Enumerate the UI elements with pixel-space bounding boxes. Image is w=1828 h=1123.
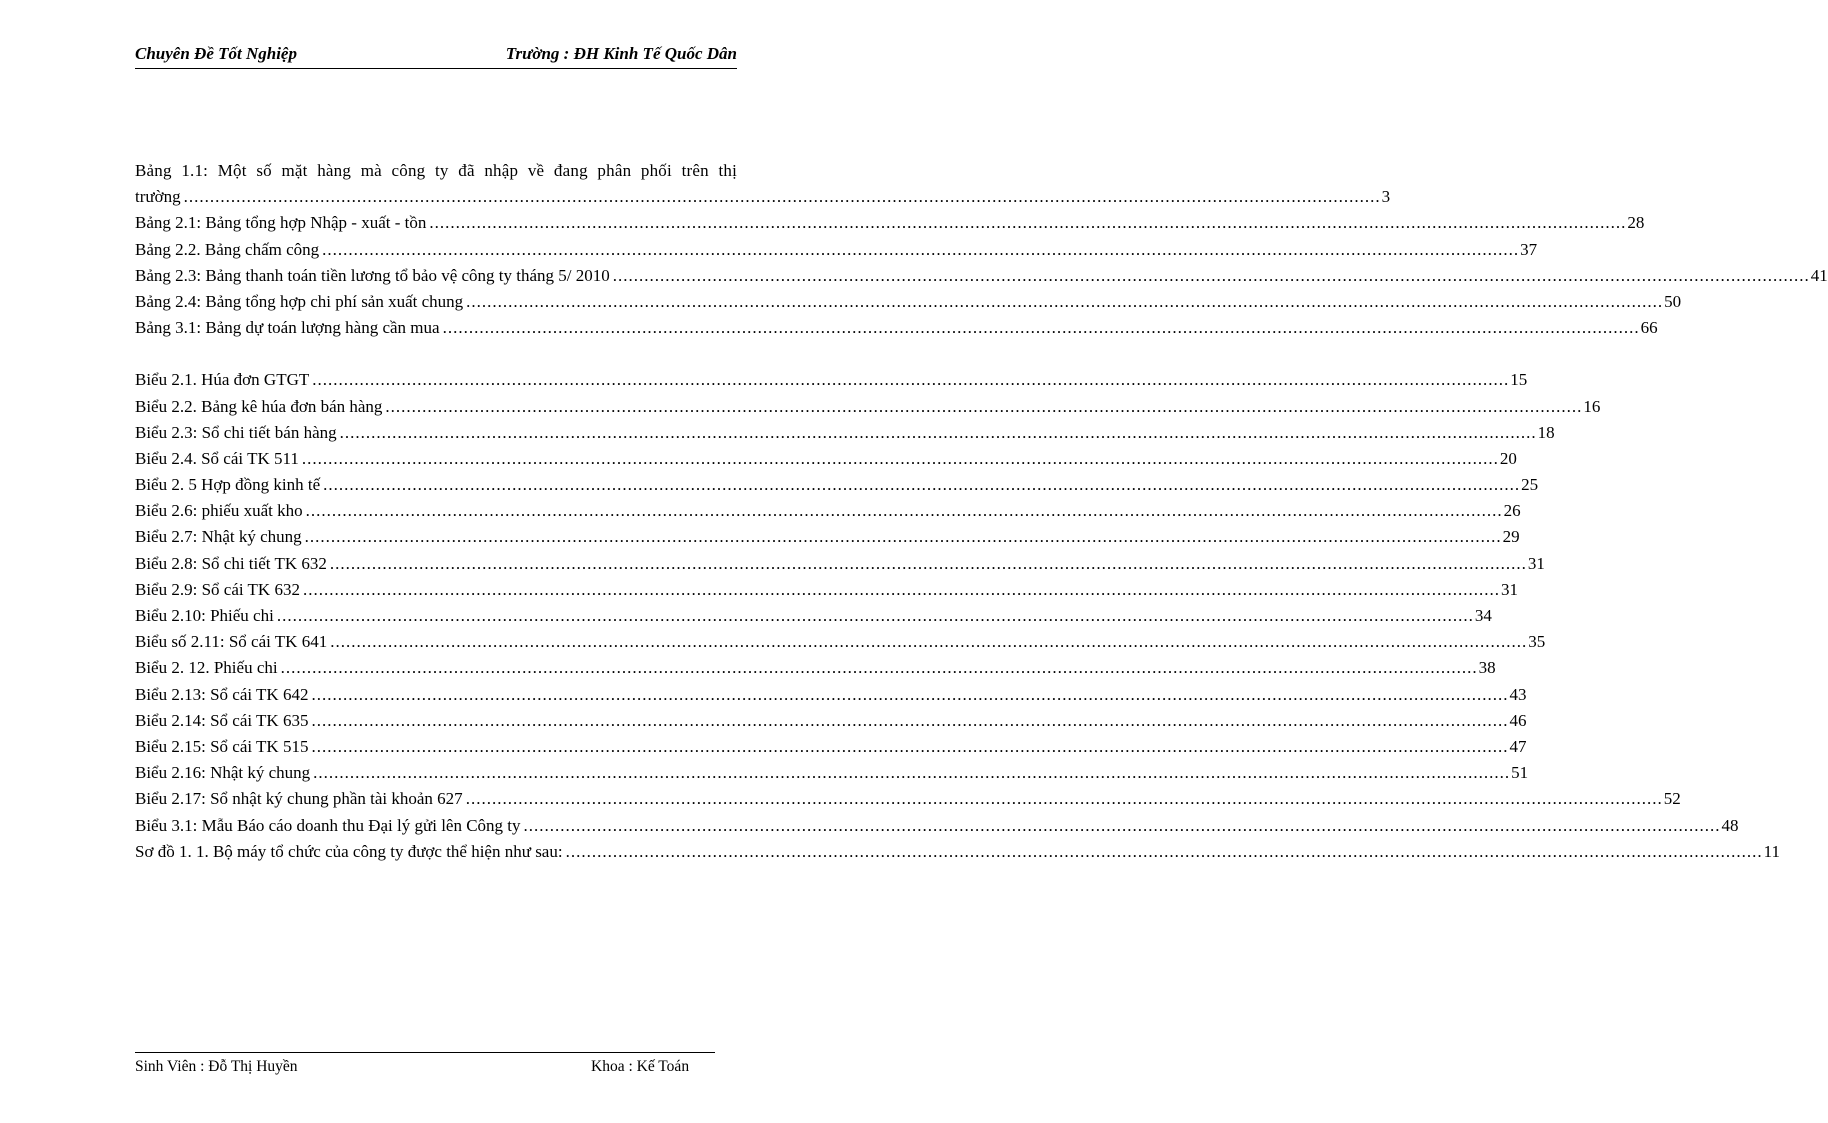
toc-page-number: 34 xyxy=(1474,606,1492,625)
toc-entry-text: Bảng 2.3: Bảng thanh toán tiền lương tổ bảo vệ công ty tháng 5/ 2010 xyxy=(135,265,610,285)
group-spacer xyxy=(135,341,737,367)
toc-page-number: 41 xyxy=(1810,265,1828,285)
dot-leader xyxy=(277,603,1474,629)
toc-entry xyxy=(135,682,1527,708)
dot-leader xyxy=(466,289,1663,315)
header-thesis-title: Chuyên Đề Tốt Nghiệp xyxy=(135,44,297,63)
dot-leader xyxy=(429,210,1626,236)
dot-leader xyxy=(330,551,1527,577)
dot-leader xyxy=(305,524,1502,550)
footer-student-name: Sinh Viên : Đỗ Thị Huyền xyxy=(135,1058,298,1075)
toc-entry-text: Biểu 2.8: Sổ chi tiết TK 632 xyxy=(135,553,327,573)
table-of-contents xyxy=(135,158,1828,865)
toc-entry xyxy=(135,394,1601,420)
toc-entry-text: Biểu 2. 5 Hợp đồng kinh tế xyxy=(135,475,321,495)
page-footer xyxy=(135,1052,715,1075)
toc-page-number: 35 xyxy=(1528,632,1546,652)
dot-leader xyxy=(184,184,1381,210)
toc-page-number: 37 xyxy=(1520,239,1538,259)
toc-entry-text: Bảng 1.1: Một số mặt hàng mà công ty đã nhập về đang phân phối trên thị xyxy=(135,161,737,180)
toc-page-number: 46 xyxy=(1509,710,1527,730)
toc-entry-text: Biểu 2. 12. Phiếu chi xyxy=(135,658,278,678)
header-university: Trường : ĐH Kinh Tế Quốc Dân xyxy=(505,44,737,63)
toc-entry-text: Biểu 3.1: Mẫu Báo cáo doanh thu Đại lý gửi lên Công ty xyxy=(135,815,521,835)
dot-leader xyxy=(443,315,1640,341)
toc-entry-text: Biểu 2.7: Nhật ký chung xyxy=(135,527,302,547)
dot-leader xyxy=(322,237,1519,263)
toc-entry xyxy=(135,367,1528,393)
dot-leader xyxy=(311,734,1508,760)
toc-entry-text: Biểu 2.9: Sổ cái TK 632 xyxy=(135,579,300,599)
page-header xyxy=(135,44,737,69)
toc-entry xyxy=(135,655,1496,681)
toc-entry xyxy=(135,472,1539,498)
toc-entry xyxy=(135,210,1645,236)
toc-page-number: 50 xyxy=(1664,291,1682,311)
toc-entry xyxy=(135,315,1658,341)
tables-list xyxy=(135,210,1828,341)
dot-leader xyxy=(340,420,1537,446)
toc-entry-text: Biểu 2.16: Nhật ký chung xyxy=(135,763,311,783)
toc-entry-text: Biểu 2.2. Bảng kê húa đơn bán hàng xyxy=(135,396,383,416)
toc-entry-text: Bảng 2.1: Bảng tổng hợp Nhập - xuất - tồn xyxy=(135,213,427,233)
toc-entry xyxy=(135,446,1517,472)
toc-page-number: 3 xyxy=(1381,187,1391,207)
toc-page-number: 38 xyxy=(1478,658,1496,678)
figures-list xyxy=(135,367,1780,865)
toc-entry-text: Biểu 2.14: Sổ cái TK 635 xyxy=(135,710,309,730)
toc-entry-text: trường xyxy=(135,187,181,207)
toc-entry-text: Sơ đồ 1. 1. Bộ máy tổ chức của công ty được thể hiện như sau: xyxy=(135,841,563,861)
toc-entry xyxy=(135,263,1828,289)
toc-page-number: 29 xyxy=(1502,527,1520,547)
toc-entry-text: Biểu 2.6: phiếu xuất kho xyxy=(135,501,303,521)
dot-leader xyxy=(302,446,1499,472)
toc-page-number: 16 xyxy=(1583,396,1601,416)
toc-entry-text: Biểu 2.13: Sổ cái TK 642 xyxy=(135,684,309,704)
toc-page-number: 11 xyxy=(1763,841,1780,861)
toc-entry-text: Bảng 2.4: Bảng tổng hợp chi phí sản xuất chung xyxy=(135,291,464,311)
toc-page-number: 18 xyxy=(1537,422,1555,442)
toc-entry xyxy=(135,420,1555,446)
dot-leader xyxy=(311,682,1508,708)
toc-entry-text: Biểu 2.4. Sổ cái TK 511 xyxy=(135,448,299,468)
toc-entry-text: Biểu 2.15: Sổ cái TK 515 xyxy=(135,736,309,756)
toc-page-number: 28 xyxy=(1627,213,1645,233)
footer-department: Khoa : Kế Toán xyxy=(591,1058,690,1075)
dot-leader xyxy=(613,263,1810,289)
toc-entry xyxy=(135,813,1739,839)
toc-page-number: 20 xyxy=(1499,448,1517,468)
dot-leader xyxy=(385,394,1582,420)
toc-entry xyxy=(135,237,1538,263)
toc-entry-text: Biểu 2.10: Phiếu chi xyxy=(135,606,274,625)
toc-entry xyxy=(135,629,1546,655)
toc-entry-text: Bảng 3.1: Bảng dự toán lượng hàng cần mua xyxy=(135,318,440,338)
dot-leader xyxy=(306,498,1503,524)
toc-entry xyxy=(135,289,1682,315)
toc-page-number: 52 xyxy=(1663,789,1681,809)
dot-leader xyxy=(330,629,1527,655)
toc-page-number: 51 xyxy=(1511,763,1529,783)
toc-entry-text: Biểu 2.3: Sổ chi tiết bán hàng xyxy=(135,422,337,442)
toc-entry xyxy=(135,524,1520,550)
toc-entry xyxy=(135,577,1518,603)
toc-page-number: 43 xyxy=(1509,684,1527,704)
toc-page-number: 31 xyxy=(1500,579,1518,599)
toc-entry xyxy=(135,760,1529,786)
toc-entry-table-1-1 xyxy=(135,158,1391,210)
dot-leader xyxy=(566,839,1763,865)
dot-leader xyxy=(313,760,1510,786)
toc-page-number: 26 xyxy=(1503,501,1521,521)
toc-entry xyxy=(135,786,1681,812)
toc-page-number: 25 xyxy=(1521,475,1539,495)
toc-entry xyxy=(135,498,1521,524)
toc-entry-text: Bảng 2.2. Bảng chấm công xyxy=(135,239,320,259)
toc-entry xyxy=(135,734,1527,760)
dot-leader xyxy=(312,367,1509,393)
toc-entry xyxy=(135,708,1527,734)
dot-leader xyxy=(303,577,1500,603)
toc-page-number: 66 xyxy=(1640,318,1658,338)
toc-entry-text: Biểu 2.1. Húa đơn GTGT xyxy=(135,370,310,390)
toc-entry xyxy=(135,839,1780,865)
toc-entry-text: Biểu 2.17: Sổ nhật ký chung phần tài khoản 627 xyxy=(135,789,463,809)
dot-leader xyxy=(524,813,1721,839)
toc-page-number: 48 xyxy=(1721,815,1739,835)
dot-leader xyxy=(311,708,1508,734)
toc-page-number: 15 xyxy=(1510,370,1528,390)
dot-leader xyxy=(281,655,1478,681)
toc-page-number: 47 xyxy=(1509,736,1527,756)
toc-page-number: 31 xyxy=(1527,553,1545,573)
toc-entry-text: Biểu số 2.11: Sổ cái TK 641 xyxy=(135,632,328,652)
toc-entry xyxy=(135,603,1492,629)
toc-entry xyxy=(135,551,1545,577)
dot-leader xyxy=(323,472,1520,498)
dot-leader xyxy=(466,786,1663,812)
